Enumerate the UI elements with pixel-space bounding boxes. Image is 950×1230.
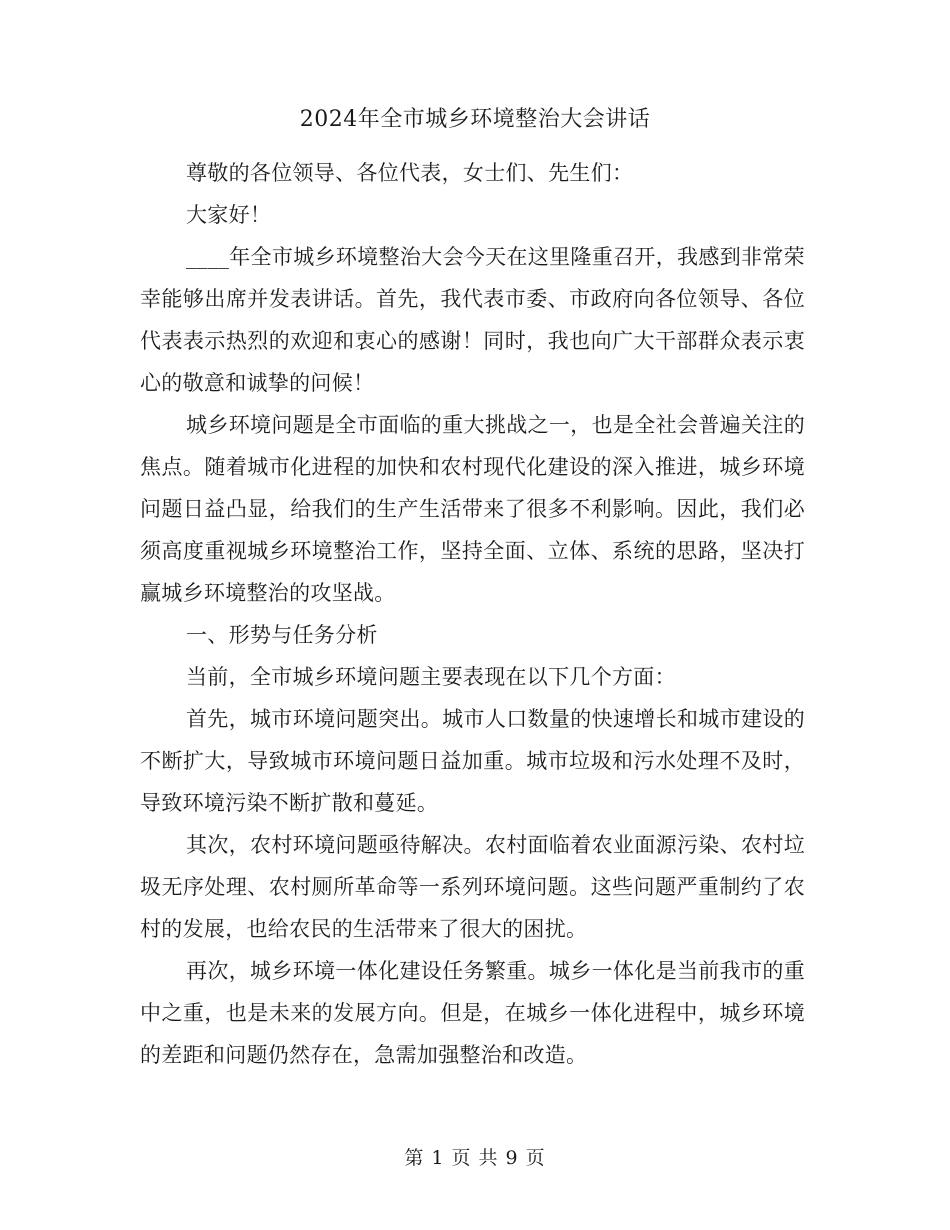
greeting: 大家好！	[186, 203, 272, 227]
document-body	[140, 152, 805, 1076]
paragraph-context: 城乡环境问题是全市面临的重大挑战之一，也是全社会普遍关注的焦点。随着城市化进程的加快和农村现代化建设的深入推进，城乡环境问题日益凸显，给我们的生产生活带来了很多不利影响。因此，我们必须高度重视城乡环境整治工作，坚持全面、立体、系统的思路，坚决打赢城乡环境整治的攻坚战。	[140, 413, 805, 605]
paragraph-opening: ____年全市城乡环境整治大会今天在这里隆重召开，我感到非常荣幸能够出席并发表讲话。首先，我代表市委、市政府向各位领导、各位代表表示热烈的欢迎和衷心的感谢！同时，我也向广大干部群众表示衷心的敬意和诚挚的问候！	[140, 245, 805, 395]
paragraph-rural: 其次，农村环境问题亟待解决。农村面临着农业面源污染、农村垃圾无序处理、农村厕所革命等一系列环境问题。这些问题严重制约了农村的发展，也给农民的生活带来了很大的困扰。	[140, 833, 805, 941]
salutation: 尊敬的各位领导、各位代表，女士们、先生们：	[186, 161, 634, 185]
page-footer: 第 1 页 共 9 页	[404, 1147, 546, 1169]
paragraph-urban: 首先，城市环境问题突出。城市人口数量的快速增长和城市建设的不断扩大，导致城市环境问题日益加重。城市垃圾和污水处理不及时，导致环境污染不断扩散和蔓延。	[140, 707, 805, 815]
paragraph-integration: 再次，城乡环境一体化建设任务繁重。城乡一体化是当前我市的重中之重，也是未来的发展方向。但是，在城乡一体化进程中，城乡环境的差距和问题仍然存在，急需加强整治和改造。	[140, 959, 805, 1067]
paragraph-intro: 当前，全市城乡环境问题主要表现在以下几个方面：	[186, 665, 676, 689]
section-heading: 一、形势与任务分析	[186, 623, 378, 647]
document-title: 2024年全市城乡环境整治大会讲话	[299, 107, 651, 132]
